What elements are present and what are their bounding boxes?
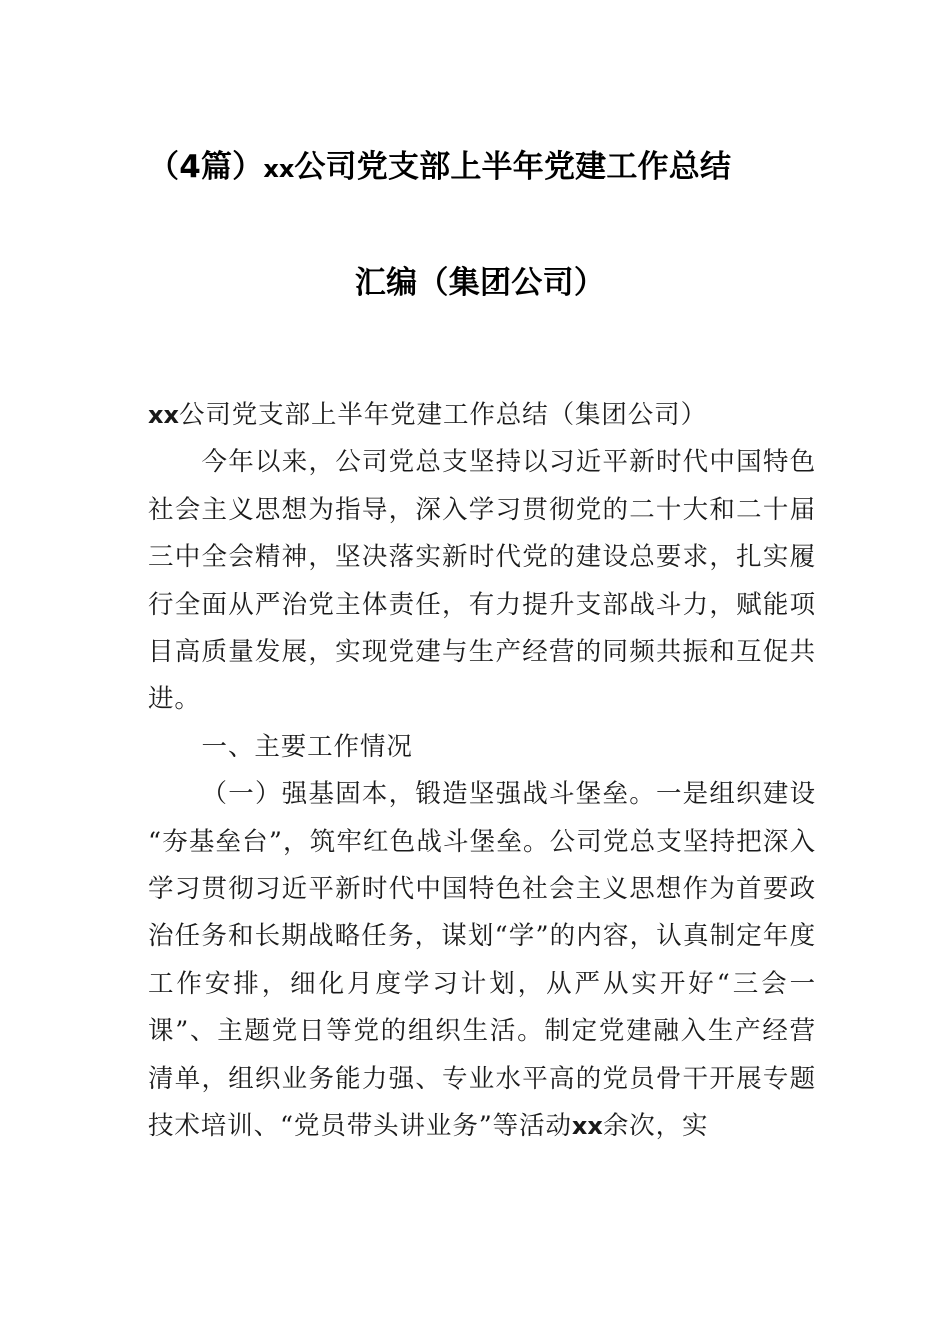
body-paragraph-opening: 今年以来，公司党总支坚持以习近平新时代中国特色社会主义思想为指导，深入学习贯彻党的二十大和二十届三中全会精神，坚决落实新时代党的建设总要求，扎实履行全面从严治党主体责任，有力提升支部战斗力，赋能项目高质量发展，实现党建与生产经营的同频共振和互促共进。 xyxy=(148,447,816,715)
document-title-block xyxy=(148,138,812,312)
subsection-heading-one-a: （一）强基固本，锻造坚强战斗堡垒。一是组织建设“夯基垒台”，筑牢红色战斗堡垒。公司党总支坚持把深入学习贯彻习近平新时代中国特色社会主义思想作为首要政治任务和长期战略任务，谋划“学”的内容，认真制定年度工作安排，细化月度学习计划，从严从实开好“三会一课”、主题党日等党的组织生活。制定党建融入生产经营清单，组织业务能力强、专业水平高的党员骨干开展专题技术培训、“党员带头讲业务”等活动xx余次，实 xyxy=(148,779,816,1142)
document-body xyxy=(148,392,816,1151)
section-heading-one: 一、主要工作情况 xyxy=(201,731,413,762)
placeholder-token: xx xyxy=(148,401,179,429)
placeholder-token: xx xyxy=(263,155,295,183)
placeholder-token: xx xyxy=(571,1112,603,1141)
document-subtitle: xx公司党支部上半年党建工作总结（集团公司） xyxy=(148,400,707,430)
document-title-line-1: （4篇）xx公司党支部上半年党建工作总结 xyxy=(148,149,732,185)
document-title-line-2: 汇编（集团公司） xyxy=(354,265,606,301)
